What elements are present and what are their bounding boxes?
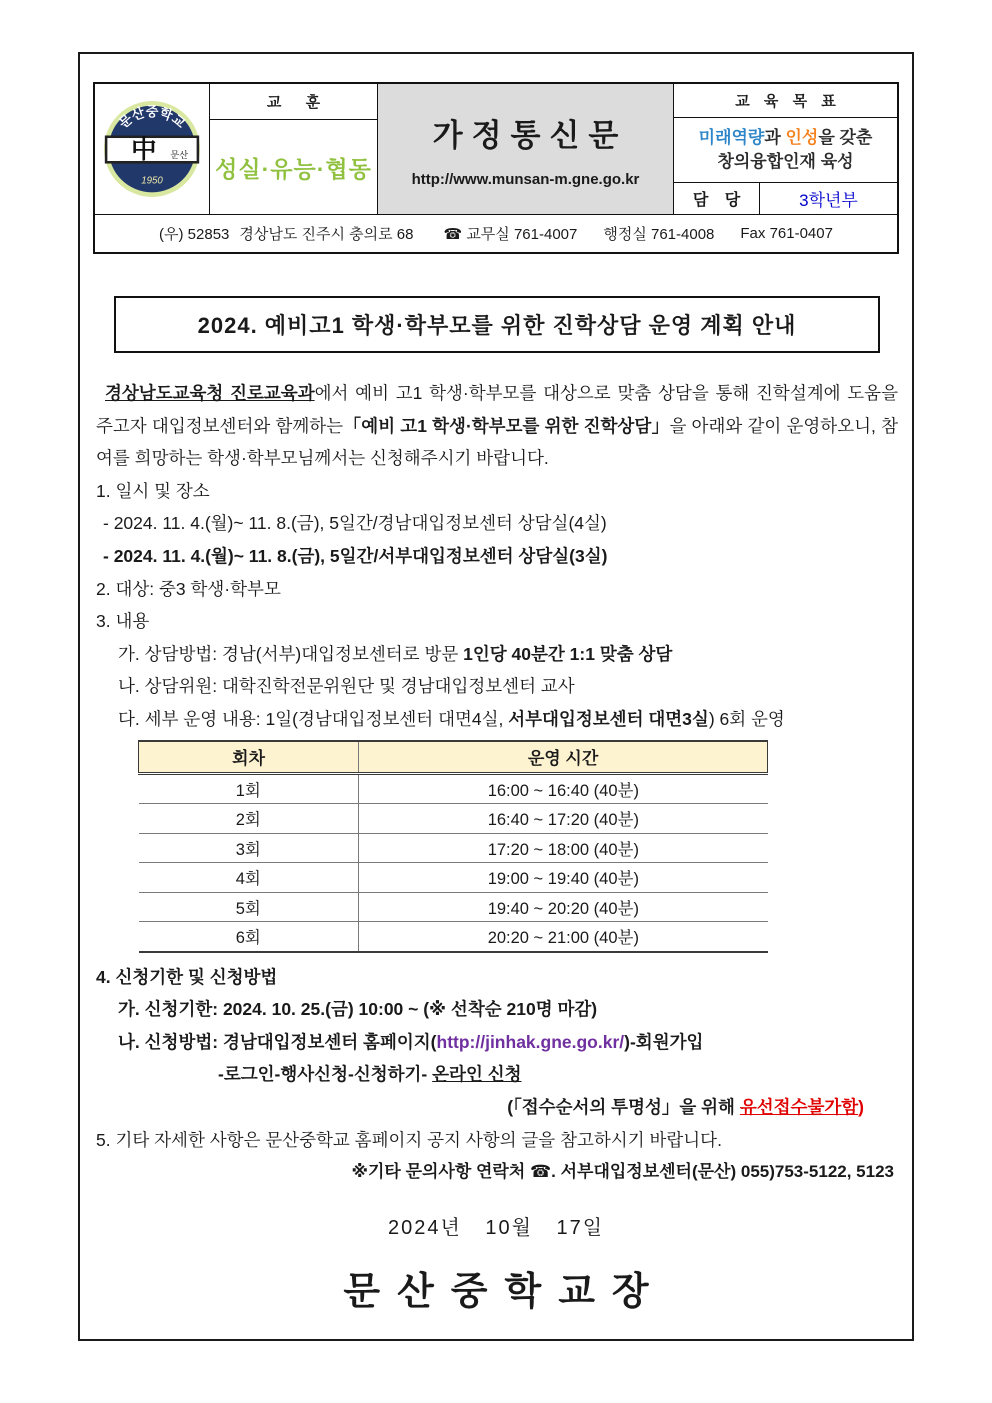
education-goal-label: 교 육 목 표 [674, 84, 897, 118]
phone-office: ☎ 교무실 761-4007 [443, 226, 578, 243]
school-emblem-icon [101, 98, 203, 200]
counseling-detail-bold: 1인당 40분간 1:1 맞춤 상담 [463, 643, 673, 664]
logo-symbol-label: 문산 [170, 150, 189, 161]
table-row: 3회 17:20 ~ 18:00 (40분) [139, 833, 768, 863]
section1-line1: - 2024. 11. 4.(월)~ 11. 8.(금), 5일간/경남대입정보센터 상담실(4실) [103, 513, 607, 534]
masthead-center [378, 84, 674, 214]
newsletter-page [78, 52, 914, 1341]
issue-date: 2024년 10월 17일 [387, 1216, 605, 1239]
section4-method: 나. 신청방법: 경남대입정보센터 홈페이지(http://jinhak.gne.go.kr/)-회원가입 [118, 1031, 704, 1052]
online-apply-underline: 온라인 신청 [432, 1064, 522, 1085]
section4-deadline: 가. 신청기한: 2024. 10. 25.(금) 10:00 ~ (※ 선착순 210명 마감) [118, 999, 598, 1020]
phone-admin: 행정실 761-4008 [603, 226, 715, 243]
fax-number: Fax 761-0407 [740, 225, 833, 242]
goal-keyword-character: 인성 [785, 128, 819, 147]
no-phone-warning: 유선접수불가함 [739, 1096, 859, 1117]
intro-program-name: 「예비 고1 학생·학부모를 위한 진학상담」 [343, 415, 670, 436]
school-homepage-url: http://www.munsan-m.gne.go.kr [411, 171, 640, 188]
document-type-title: 가정통신문 [432, 118, 628, 153]
jinhak-link[interactable]: http://jinhak.gne.go.kr/ [436, 1031, 625, 1052]
motto-label: 교 훈 [210, 84, 378, 120]
manager-row [674, 182, 897, 214]
west-center-bold: 서부대입정보센터 대면3실 [508, 708, 709, 729]
logo-arc-text: 문산중학교 [115, 103, 189, 131]
col-header-session: 회차 [139, 741, 359, 774]
section3-heading: 3. 내용 [96, 611, 150, 632]
principal-signature: 문산중학교장 [343, 1270, 666, 1313]
section3-item-da: 다. 세부 운영 내용: 1일(경남대입정보센터 대면4실, 서부대입정보센터 대면3실) 6회 운영 [118, 708, 785, 729]
section3-item-ga: 가. 상담방법: 경남(서부)대입정보센터로 방문 1인당 40분간 1:1 맞춤 상담 [118, 643, 673, 664]
logo-symbol: 中 [131, 136, 157, 165]
section3-item-na: 나. 상담위원: 대학진학전문위원단 및 경남대입정보센터 교사 [118, 676, 575, 697]
school-address-row [95, 214, 897, 252]
education-goal-text [674, 118, 897, 182]
page-title: 2024. 예비고1 학생·학부모를 위한 진학상담 운영 계획 안내 [114, 296, 880, 353]
col-header-time: 운영 시간 [359, 741, 768, 774]
section4-note: (「접수순서의 투명성」을 위해 유선접수불가함) [507, 1096, 864, 1117]
address-zip: (우) 52853 [159, 226, 230, 243]
manager-label: 담 당 [674, 183, 760, 214]
school-logo [95, 84, 210, 214]
section4-heading: 4. 신청기한 및 신청방법 [96, 966, 278, 987]
intro-paragraph: 경상남도교육청 진로교육과에서 예비 고1 학생·학부모를 대상으로 맞춤 상담을 통해 진학설계에 도움을 주고자 대입정보센터와 함께하는「예비 고1 학생·학부모를 위한 진학상담」을 아래와 같이 운영하오니, 참여를 희망하는 학생·학부모님께서는 신청해주시기 바랍니다. [96, 383, 898, 469]
table-row: 4회 19:00 ~ 19:40 (40분) [139, 863, 768, 893]
schedule-header-row [139, 741, 768, 774]
section1-heading: 1. 일시 및 장소 [96, 480, 210, 501]
section5-heading: 5. 기타 자세한 사항은 문산중학교 홈페이지 공지 사항의 글을 참고하시기 바랍니다. [96, 1129, 722, 1150]
school-motto: 성실·유능·협동 [210, 120, 378, 214]
inquiry-contact: ※기타 문의사항 연락처 ☎. 서부대입정보센터(문산) 055)753-5122, 5123 [351, 1162, 894, 1182]
table-row: 2회 16:40 ~ 17:20 (40분) [139, 804, 768, 834]
intro-agency: 경상남도교육청 진로교육과 [105, 383, 315, 403]
address-street: 경상남도 진주시 충의로 68 [239, 226, 414, 243]
masthead-right [674, 84, 897, 214]
education-goal-line2: 창의융합인재 육성 [717, 152, 854, 171]
goal-keyword-future: 미래역량 [698, 128, 765, 147]
logo-year: 1950 [141, 175, 163, 187]
section1-line2: - 2024. 11. 4.(월)~ 11. 8.(금), 5일간/서부대입정보센터 상담실(3실) [103, 545, 608, 566]
section4-steps: -로그인-행사신청-신청하기- 온라인 신청 [218, 1064, 522, 1085]
table-row: 5회 19:40 ~ 20:20 (40분) [139, 892, 768, 922]
table-row: 6회 20:20 ~ 21:00 (40분) [139, 922, 768, 952]
masthead-table [93, 82, 899, 254]
table-row: 1회 16:00 ~ 16:40 (40분) [139, 773, 768, 804]
section2-heading: 2. 대상: 중3 학생·학부모 [96, 578, 281, 599]
manager-value: 3학년부 [799, 191, 858, 210]
education-goal-line1: 미래역량과 인성을 갖춘 [698, 128, 873, 147]
schedule-table [138, 740, 768, 953]
